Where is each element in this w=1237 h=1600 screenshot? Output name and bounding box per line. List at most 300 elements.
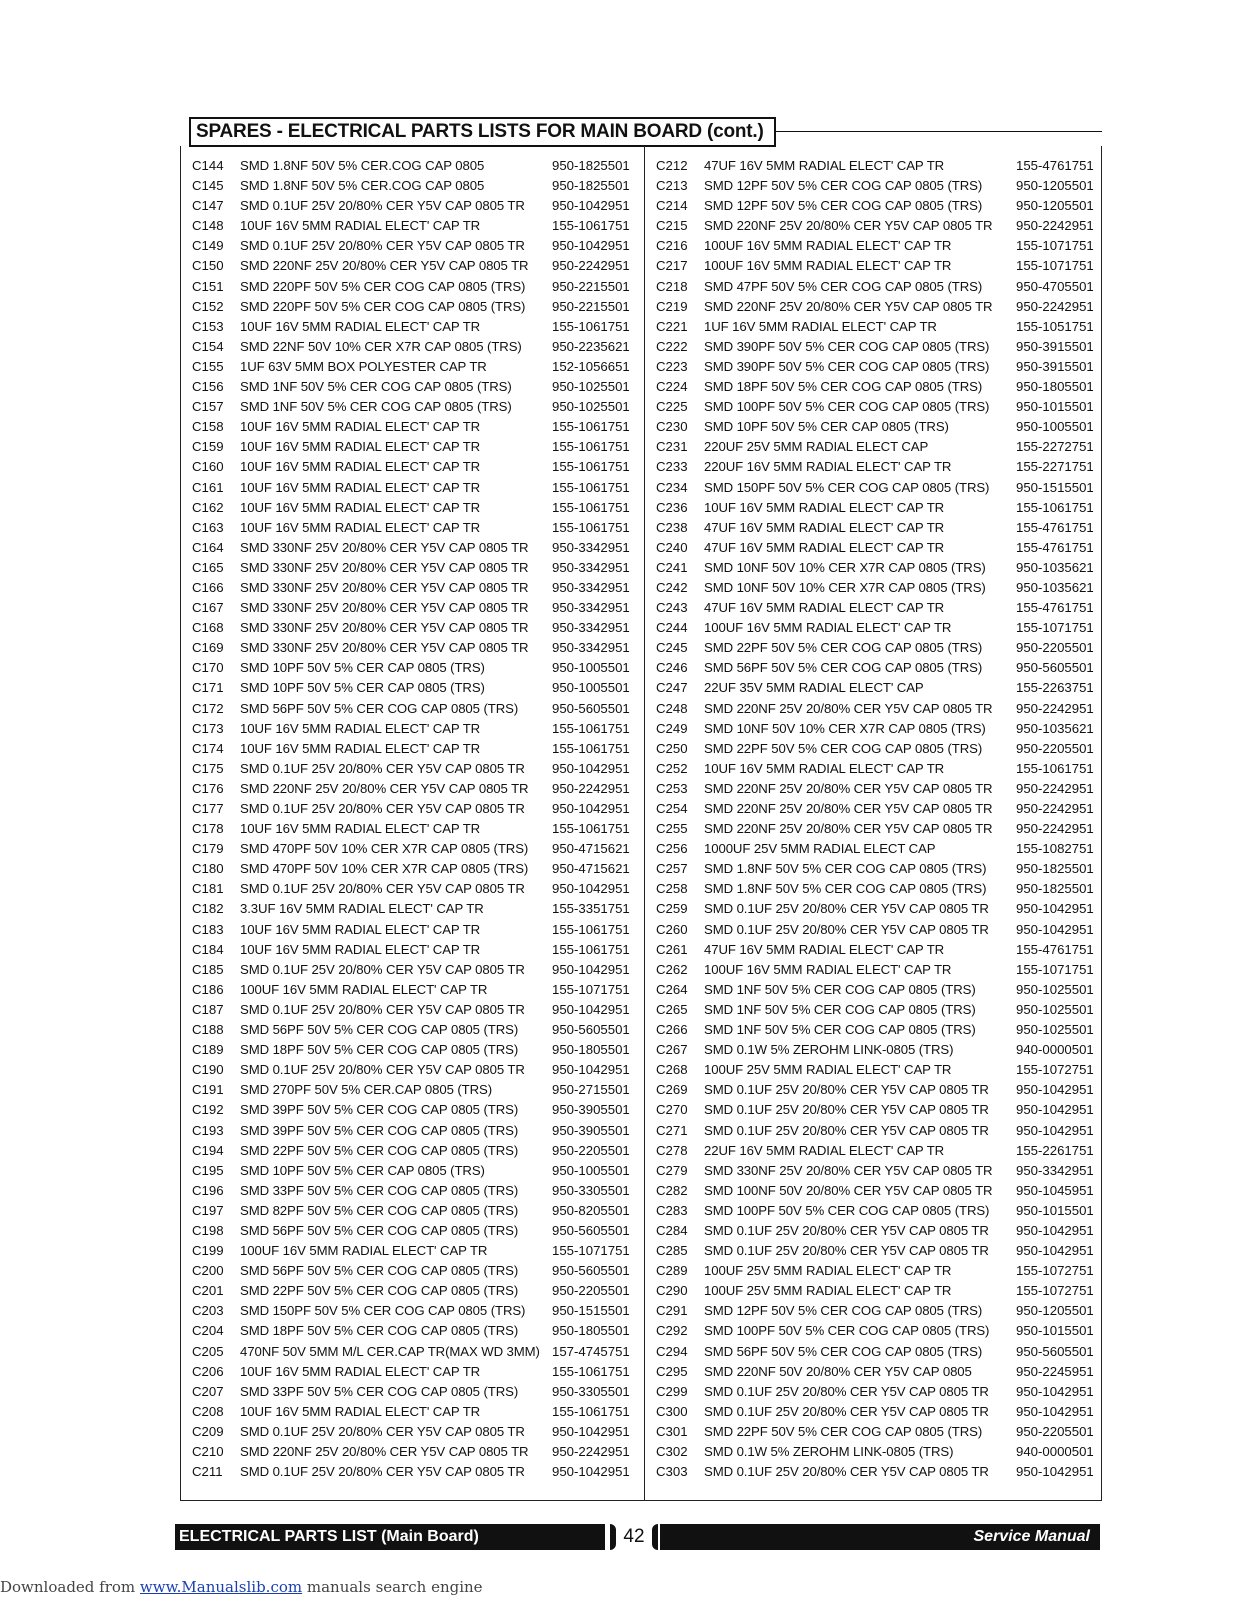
part-number: 950-3342951 (552, 640, 630, 656)
part-number: 950-2205501 (1016, 640, 1094, 656)
part-description: 10UF 16V 5MM RADIAL ELECT' CAP TR (704, 499, 945, 515)
part-number: 950-2205501 (552, 1283, 630, 1299)
part-description: SMD 1NF 50V 5% CER COG CAP 0805 (TRS) (240, 399, 512, 415)
table-row (656, 1040, 1102, 1060)
table-row (656, 779, 1102, 799)
part-reference: C214 (656, 198, 688, 214)
part-reference: C174 (192, 740, 224, 756)
table-row (192, 1141, 638, 1161)
part-reference: C176 (192, 780, 224, 796)
part-number: 950-5605501 (552, 1222, 630, 1238)
table-row (656, 1161, 1102, 1181)
part-reference: C195 (192, 1162, 224, 1178)
part-reference: C241 (656, 559, 688, 575)
part-reference: C292 (656, 1323, 688, 1339)
part-reference: C163 (192, 519, 224, 535)
part-description: SMD 0.1UF 25V 20/80% CER Y5V CAP 0805 TR (240, 1062, 525, 1078)
table-row (192, 1402, 638, 1422)
table-row (192, 196, 638, 216)
part-reference: C178 (192, 821, 224, 837)
part-number: 155-1072751 (1016, 1062, 1094, 1078)
part-reference: C267 (656, 1042, 688, 1058)
table-row (656, 377, 1102, 397)
part-number: 950-1042951 (552, 238, 630, 254)
part-reference: C285 (656, 1243, 688, 1259)
part-description: SMD 100NF 50V 20/80% CER Y5V CAP 0805 TR (704, 1182, 993, 1198)
part-reference: C230 (656, 419, 688, 435)
part-description: 3.3UF 16V 5MM RADIAL ELECT' CAP TR (240, 901, 484, 917)
table-row (192, 940, 638, 960)
part-reference: C283 (656, 1202, 688, 1218)
part-description: SMD 330NF 25V 20/80% CER Y5V CAP 0805 TR (240, 600, 529, 616)
part-reference: C233 (656, 459, 688, 475)
part-description: SMD 220NF 25V 20/80% CER Y5V CAP 0805 TR (240, 258, 529, 274)
part-reference: C206 (192, 1363, 224, 1379)
part-description: SMD 100PF 50V 5% CER COG CAP 0805 (TRS) (704, 399, 990, 415)
part-number: 950-1035621 (1016, 559, 1094, 575)
part-description: SMD 10NF 50V 10% CER X7R CAP 0805 (TRS) (704, 720, 986, 736)
table-row (656, 1100, 1102, 1120)
table-row (192, 478, 638, 498)
part-description: SMD 18PF 50V 5% CER COG CAP 0805 (TRS) (240, 1042, 519, 1058)
part-reference: C282 (656, 1182, 688, 1198)
table-row (192, 1281, 638, 1301)
table-row (192, 1382, 638, 1402)
part-number: 950-3342951 (552, 600, 630, 616)
table-row (656, 1281, 1102, 1301)
part-description: SMD 1NF 50V 5% CER COG CAP 0805 (TRS) (240, 379, 512, 395)
table-row (656, 518, 1102, 538)
part-description: SMD 390PF 50V 5% CER COG CAP 0805 (TRS) (704, 358, 990, 374)
part-number: 950-5605501 (1016, 660, 1094, 676)
part-reference: C200 (192, 1263, 224, 1279)
part-reference: C171 (192, 680, 224, 696)
part-number: 950-1042951 (1016, 1102, 1094, 1118)
part-number: 950-1042951 (552, 1464, 630, 1480)
part-number: 950-1005501 (552, 680, 630, 696)
part-description: 47UF 16V 5MM RADIAL ELECT' CAP TR (704, 600, 945, 616)
table-row (656, 699, 1102, 719)
part-number: 950-1825501 (1016, 861, 1094, 877)
download-note (0, 1578, 483, 1596)
part-description: SMD 0.1UF 25V 20/80% CER Y5V CAP 0805 TR (704, 1222, 989, 1238)
part-reference: C159 (192, 439, 224, 455)
part-description: SMD 0.1UF 25V 20/80% CER Y5V CAP 0805 TR (240, 198, 525, 214)
part-reference: C218 (656, 278, 688, 294)
part-description: SMD 220NF 25V 20/80% CER Y5V CAP 0805 TR (704, 298, 993, 314)
table-row (192, 337, 638, 357)
table-row (656, 658, 1102, 678)
part-number: 155-1061751 (552, 1363, 630, 1379)
table-row (192, 799, 638, 819)
part-number: 155-1082751 (1016, 841, 1094, 857)
part-description: 100UF 16V 5MM RADIAL ELECT' CAP TR (704, 258, 952, 274)
table-row (656, 638, 1102, 658)
part-description: SMD 0.1UF 25V 20/80% CER Y5V CAP 0805 TR (704, 1243, 989, 1259)
part-number: 950-1042951 (1016, 921, 1094, 937)
part-description: SMD 470PF 50V 10% CER X7R CAP 0805 (TRS) (240, 861, 529, 877)
table-row (192, 618, 638, 638)
part-reference: C170 (192, 660, 224, 676)
part-reference: C221 (656, 318, 688, 334)
part-number: 950-2205501 (1016, 740, 1094, 756)
part-reference: C212 (656, 158, 688, 173)
part-reference: C181 (192, 881, 224, 897)
part-reference: C244 (656, 620, 688, 636)
part-description: SMD 47PF 50V 5% CER COG CAP 0805 (TRS) (704, 278, 983, 294)
part-number: 950-3342951 (552, 579, 630, 595)
part-reference: C223 (656, 358, 688, 374)
table-row (192, 578, 638, 598)
table-row (656, 498, 1102, 518)
table-row (656, 598, 1102, 618)
table-row (192, 377, 638, 397)
part-description: 220UF 25V 5MM RADIAL ELECT CAP (704, 439, 929, 455)
part-description: SMD 56PF 50V 5% CER COG CAP 0805 (TRS) (240, 1263, 519, 1279)
part-reference: C157 (192, 399, 224, 415)
part-number: 152-1056651 (552, 358, 630, 374)
part-number: 950-1042951 (1016, 1243, 1094, 1259)
part-number: 950-1025501 (1016, 1001, 1094, 1017)
table-row (656, 297, 1102, 317)
part-reference: C246 (656, 660, 688, 676)
part-reference: C249 (656, 720, 688, 736)
parts-column-right (656, 156, 1102, 1482)
table-row (192, 879, 638, 899)
table-row (656, 980, 1102, 1000)
part-description: 10UF 16V 5MM RADIAL ELECT' CAP TR (240, 318, 481, 334)
part-reference: C250 (656, 740, 688, 756)
table-row (192, 558, 638, 578)
table-row (192, 839, 638, 859)
part-description: SMD 0.1UF 25V 20/80% CER Y5V CAP 0805 TR (704, 1082, 989, 1098)
part-reference: C254 (656, 801, 688, 816)
table-row (192, 638, 638, 658)
table-row (192, 357, 638, 377)
part-number: 950-1042951 (552, 760, 630, 776)
part-description: SMD 10NF 50V 10% CER X7R CAP 0805 (TRS) (704, 559, 986, 575)
table-row (656, 478, 1102, 498)
part-description: SMD 1NF 50V 5% CER COG CAP 0805 (TRS) (704, 1001, 976, 1017)
part-reference: C278 (656, 1142, 688, 1158)
part-reference: C216 (656, 238, 688, 254)
table-row (192, 699, 638, 719)
part-description: SMD 56PF 50V 5% CER COG CAP 0805 (TRS) (240, 1022, 519, 1038)
part-description: SMD 12PF 50V 5% CER COG CAP 0805 (TRS) (704, 1303, 983, 1319)
part-description: 100UF 25V 5MM RADIAL ELECT' CAP TR (704, 1263, 952, 1279)
part-description: SMD 330NF 25V 20/80% CER Y5V CAP 0805 TR (240, 620, 529, 636)
part-description: SMD 22NF 50V 10% CER X7R CAP 0805 (TRS) (240, 338, 522, 354)
part-description: SMD 330NF 25V 20/80% CER Y5V CAP 0805 TR (240, 559, 529, 575)
footer-manual-label: Service Manual (660, 1524, 1100, 1550)
part-number: 950-1015501 (1016, 1202, 1094, 1218)
part-description: SMD 22PF 50V 5% CER COG CAP 0805 (TRS) (704, 740, 983, 756)
part-number: 155-4761751 (1016, 539, 1094, 555)
part-reference: C149 (192, 238, 224, 254)
part-description: 10UF 16V 5MM RADIAL ELECT' CAP TR (240, 921, 481, 937)
part-description: 100UF 16V 5MM RADIAL ELECT' CAP TR (704, 961, 952, 977)
part-number: 950-2242951 (552, 258, 630, 274)
table-row (192, 1241, 638, 1261)
part-description: 100UF 25V 5MM RADIAL ELECT' CAP TR (704, 1062, 952, 1078)
part-reference: C289 (656, 1263, 688, 1279)
part-description: 47UF 16V 5MM RADIAL ELECT' CAP TR (704, 158, 945, 173)
footer-section-title: ELECTRICAL PARTS LIST (Main Board) (175, 1524, 605, 1550)
part-reference: C168 (192, 620, 224, 636)
part-number: 155-2272751 (1016, 439, 1094, 455)
part-reference: C182 (192, 901, 224, 917)
table-row (656, 1121, 1102, 1141)
table-row (656, 156, 1102, 176)
table-row (656, 1221, 1102, 1241)
table-row (192, 1121, 638, 1141)
part-description: SMD 150PF 50V 5% CER COG CAP 0805 (TRS) (240, 1303, 526, 1319)
part-number: 950-8205501 (552, 1202, 630, 1218)
part-number: 950-1025501 (552, 399, 630, 415)
part-description: SMD 0.1W 5% ZEROHM LINK-0805 (TRS) (704, 1042, 954, 1058)
part-number: 950-1515501 (552, 1303, 630, 1319)
part-description: 10UF 16V 5MM RADIAL ELECT' CAP TR (240, 740, 481, 756)
part-reference: C208 (192, 1403, 224, 1419)
table-row (656, 578, 1102, 598)
part-description: 10UF 16V 5MM RADIAL ELECT' CAP TR (240, 720, 481, 736)
part-number: 155-4761751 (1016, 600, 1094, 616)
part-reference: C204 (192, 1323, 224, 1339)
table-row (192, 1020, 638, 1040)
part-description: 10UF 16V 5MM RADIAL ELECT' CAP TR (240, 499, 481, 515)
part-number: 950-1825501 (1016, 881, 1094, 897)
part-number: 950-1042951 (1016, 1082, 1094, 1098)
table-row (656, 196, 1102, 216)
table-row (656, 417, 1102, 437)
part-reference: C236 (656, 499, 688, 515)
part-number: 157-4745751 (552, 1343, 630, 1359)
part-reference: C234 (656, 479, 688, 495)
part-number: 155-1061751 (552, 941, 630, 957)
table-row (656, 1402, 1102, 1422)
part-description: SMD 1NF 50V 5% CER COG CAP 0805 (TRS) (704, 1022, 976, 1038)
part-number: 950-2242951 (1016, 821, 1094, 837)
part-description: SMD 56PF 50V 5% CER COG CAP 0805 (TRS) (240, 1222, 519, 1238)
table-row (192, 538, 638, 558)
part-reference: C284 (656, 1222, 688, 1238)
part-reference: C258 (656, 881, 688, 897)
part-number: 950-1042951 (1016, 1403, 1094, 1419)
part-description: 220UF 16V 5MM RADIAL ELECT' CAP TR (704, 459, 952, 475)
part-description: 470NF 50V 5MM M/L CER.CAP TR(MAX WD 3MM) (240, 1343, 540, 1359)
part-number: 155-1061751 (1016, 499, 1094, 515)
table-row (656, 277, 1102, 297)
part-number: 155-2261751 (1016, 1142, 1094, 1158)
part-reference: C194 (192, 1142, 224, 1158)
part-reference: C268 (656, 1062, 688, 1078)
part-description: 10UF 16V 5MM RADIAL ELECT' CAP TR (240, 218, 481, 234)
table-row (656, 879, 1102, 899)
table-row (192, 1442, 638, 1462)
part-reference: C255 (656, 821, 688, 837)
part-description: SMD 220NF 25V 20/80% CER Y5V CAP 0805 TR (704, 700, 993, 716)
part-description: SMD 22PF 50V 5% CER COG CAP 0805 (TRS) (240, 1283, 519, 1299)
table-row (656, 940, 1102, 960)
part-description: SMD 33PF 50V 5% CER COG CAP 0805 (TRS) (240, 1383, 519, 1399)
table-row (192, 960, 638, 980)
table-row (656, 1181, 1102, 1201)
table-row (192, 1080, 638, 1100)
part-description: 10UF 16V 5MM RADIAL ELECT' CAP TR (240, 1363, 481, 1379)
part-reference: C257 (656, 861, 688, 877)
part-reference: C188 (192, 1022, 224, 1038)
part-reference: C291 (656, 1303, 688, 1319)
part-description: SMD 10PF 50V 5% CER CAP 0805 (TRS) (704, 419, 949, 435)
part-description: 100UF 25V 5MM RADIAL ELECT' CAP TR (704, 1283, 952, 1299)
table-row (656, 397, 1102, 417)
part-reference: C266 (656, 1022, 688, 1038)
table-row (192, 1422, 638, 1442)
table-row (656, 739, 1102, 759)
table-row (656, 558, 1102, 578)
part-number: 950-1042951 (1016, 1122, 1094, 1138)
table-row (192, 678, 638, 698)
part-description: SMD 1.8NF 50V 5% CER COG CAP 0805 (TRS) (704, 881, 987, 897)
part-reference: C252 (656, 760, 688, 776)
part-number: 950-1042951 (552, 801, 630, 816)
part-number: 155-1051751 (1016, 318, 1094, 334)
table-row (656, 1301, 1102, 1321)
part-description: 47UF 16V 5MM RADIAL ELECT' CAP TR (704, 519, 945, 535)
part-reference: C158 (192, 419, 224, 435)
table-row (192, 256, 638, 276)
part-number: 950-1042951 (552, 881, 630, 897)
part-description: SMD 0.1UF 25V 20/80% CER Y5V CAP 0805 TR (704, 1102, 989, 1118)
table-row (656, 759, 1102, 779)
part-description: SMD 0.1UF 25V 20/80% CER Y5V CAP 0805 TR (240, 1001, 525, 1017)
part-reference: C261 (656, 941, 688, 957)
part-reference: C209 (192, 1423, 224, 1439)
part-reference: C154 (192, 338, 224, 354)
part-reference: C279 (656, 1162, 688, 1178)
part-number: 155-4761751 (1016, 158, 1094, 173)
part-number: 155-1072751 (1016, 1283, 1094, 1299)
part-reference: C184 (192, 941, 224, 957)
page-title: SPARES - ELECTRICAL PARTS LISTS FOR MAIN BOARD (cont.) (189, 117, 776, 147)
table-row (656, 1342, 1102, 1362)
part-reference: C173 (192, 720, 224, 736)
table-row (656, 960, 1102, 980)
table-row (192, 457, 638, 477)
part-description: SMD 0.1UF 25V 20/80% CER Y5V CAP 0805 TR (240, 1464, 525, 1480)
part-number: 155-1061751 (552, 499, 630, 515)
page-number: 42 (610, 1524, 658, 1550)
part-description: SMD 150PF 50V 5% CER COG CAP 0805 (TRS) (704, 479, 990, 495)
table-row (656, 1000, 1102, 1020)
part-description: SMD 220NF 25V 20/80% CER Y5V CAP 0805 TR (704, 780, 993, 796)
part-number: 950-3305501 (552, 1182, 630, 1198)
part-number: 950-1205501 (1016, 198, 1094, 214)
table-row (656, 1080, 1102, 1100)
part-reference: C242 (656, 579, 688, 595)
table-row (192, 216, 638, 236)
table-row (656, 799, 1102, 819)
part-number: 950-4705501 (1016, 278, 1094, 294)
part-description: SMD 82PF 50V 5% CER COG CAP 0805 (TRS) (240, 1202, 519, 1218)
part-number: 155-1061751 (552, 1403, 630, 1419)
part-number: 950-4715621 (552, 841, 630, 857)
part-number: 155-1071751 (1016, 258, 1094, 274)
part-reference: C299 (656, 1383, 688, 1399)
part-description: SMD 0.1UF 25V 20/80% CER Y5V CAP 0805 TR (704, 1403, 989, 1419)
part-reference: C183 (192, 921, 224, 937)
part-number: 950-1045951 (1016, 1182, 1094, 1198)
part-description: 47UF 16V 5MM RADIAL ELECT' CAP TR (704, 539, 945, 555)
part-description: 100UF 16V 5MM RADIAL ELECT' CAP TR (704, 238, 952, 254)
part-number: 950-1205501 (1016, 178, 1094, 194)
table-row (656, 819, 1102, 839)
part-description: SMD 56PF 50V 5% CER COG CAP 0805 (TRS) (240, 700, 519, 716)
table-row (192, 1161, 638, 1181)
part-number: 950-1515501 (1016, 479, 1094, 495)
part-reference: C238 (656, 519, 688, 535)
part-reference: C211 (192, 1464, 223, 1480)
part-reference: C265 (656, 1001, 688, 1017)
part-description: SMD 270PF 50V 5% CER.CAP 0805 (TRS) (240, 1082, 493, 1098)
part-number: 950-2245951 (1016, 1363, 1094, 1379)
table-row (192, 1040, 638, 1060)
part-description: SMD 220NF 25V 20/80% CER Y5V CAP 0805 TR (704, 218, 993, 234)
part-reference: C203 (192, 1303, 224, 1319)
part-description: SMD 1.8NF 50V 5% CER.COG CAP 0805 (240, 158, 485, 173)
part-description: SMD 220PF 50V 5% CER COG CAP 0805 (TRS) (240, 278, 526, 294)
part-number: 155-2271751 (1016, 459, 1094, 475)
column-divider (644, 146, 645, 1501)
part-description: SMD 18PF 50V 5% CER COG CAP 0805 (TRS) (240, 1323, 519, 1339)
part-description: SMD 10PF 50V 5% CER CAP 0805 (TRS) (240, 1162, 485, 1178)
table-row (656, 839, 1102, 859)
part-reference: C270 (656, 1102, 688, 1118)
part-number: 950-1805501 (1016, 379, 1094, 395)
table-row (656, 1261, 1102, 1281)
table-row (656, 1382, 1102, 1402)
table-row (656, 1422, 1102, 1442)
part-reference: C153 (192, 318, 224, 334)
table-row (656, 216, 1102, 236)
part-description: SMD 220PF 50V 5% CER COG CAP 0805 (TRS) (240, 298, 526, 314)
part-description: SMD 330NF 25V 20/80% CER Y5V CAP 0805 TR (240, 579, 529, 595)
part-description: 100UF 16V 5MM RADIAL ELECT' CAP TR (240, 1243, 488, 1259)
part-reference: C185 (192, 961, 224, 977)
part-number: 155-1061751 (552, 318, 630, 334)
part-reference: C259 (656, 901, 688, 917)
table-row (192, 1221, 638, 1241)
table-row (656, 899, 1102, 919)
part-description: SMD 0.1UF 25V 20/80% CER Y5V CAP 0805 TR (240, 238, 525, 254)
part-description: SMD 10PF 50V 5% CER CAP 0805 (TRS) (240, 660, 485, 676)
part-reference: C240 (656, 539, 688, 555)
table-row (192, 859, 638, 879)
table-row (656, 538, 1102, 558)
part-description: 10UF 16V 5MM RADIAL ELECT' CAP TR (704, 760, 945, 776)
part-number: 155-1061751 (552, 720, 630, 736)
part-reference: C271 (656, 1122, 688, 1138)
table-row (192, 518, 638, 538)
part-number: 950-1015501 (1016, 399, 1094, 415)
part-reference: C189 (192, 1042, 224, 1058)
part-number: 950-2205501 (552, 1142, 630, 1158)
manualslib-link[interactable]: www.Manualslib.com (139, 1578, 303, 1596)
part-reference: C186 (192, 981, 224, 997)
part-description: SMD 0.1UF 25V 20/80% CER Y5V CAP 0805 TR (240, 760, 525, 776)
part-description: 47UF 16V 5MM RADIAL ELECT' CAP TR (704, 941, 945, 957)
part-number: 950-1042951 (1016, 1464, 1094, 1480)
